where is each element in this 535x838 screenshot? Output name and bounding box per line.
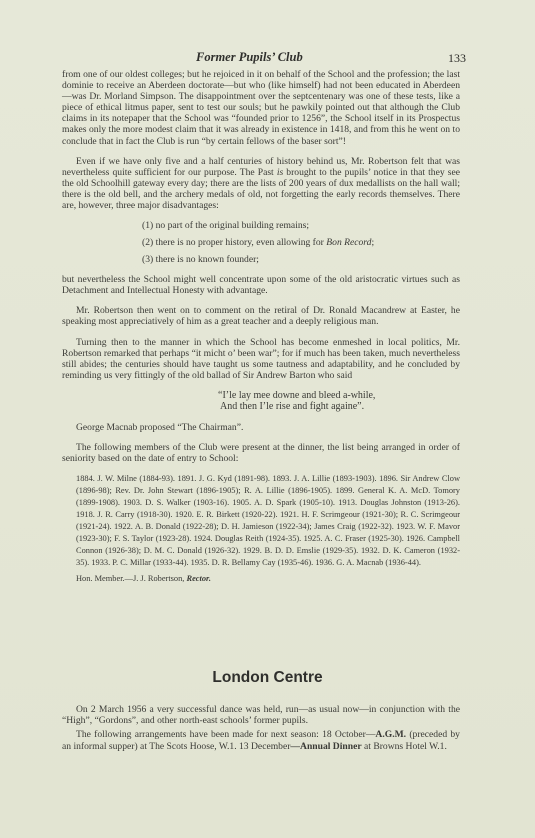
disadvantage-item-2-text: (2) there is no proper history, even allowing for bbox=[142, 237, 327, 249]
disadvantage-item-2 bbox=[142, 237, 460, 248]
paragraph-dance: On 2 March 1956 a very successful dance was held, run—as usual now—in conjunction with the “High”, “Gordons”, and other north-east schools’ former pupils. bbox=[62, 704, 460, 727]
paragraph-arrangements bbox=[62, 729, 460, 751]
arrangements-middle: (preceded by an informal supper) at The Scots Hoose, W.1. 13 December bbox=[62, 729, 460, 752]
verse-line-1: “I’le lay mee downe and bleed a-while, bbox=[218, 389, 376, 401]
paragraph-dominie: from one of our oldest colleges; but he rejoiced in it on behalf of the School and the profession; the last dominie to receive an Aberdeen doctorate—but who (like himself) had not been educated in Aberdeen—was Dr. Morland Simpson. The disappointment over the septcentenary was one of these tests, like a piece of ethical litmus paper, sent to test our souls; but he pawkily pointed out that although the Club claims in its notepaper that the School was “founded prior to 1256”, the School itself in its Prospectus makes only the more modest claim that it was already in existence in 1418, and from this he went on to conclude that in fact the Club is run “by certain fellows of the baser sort”! bbox=[62, 69, 460, 147]
hon-member-title: Rector. bbox=[186, 574, 211, 584]
paragraph-history-emphasis: is bbox=[276, 166, 284, 178]
disadvantages-list bbox=[142, 220, 460, 265]
london-centre-body bbox=[62, 704, 460, 755]
paragraph-history-end: brought to the pupils’ notice in that they see the old Schoolhill gateway every day; there are the lists of 200 years of dux medallists on the hall wall; there is the old bell, and the archery medals of old, not forgetting the early records themselves. There are, however, three major disadvantages: bbox=[62, 166, 460, 212]
section-heading-london-centre: London Centre bbox=[212, 669, 323, 686]
paragraph-history bbox=[62, 156, 460, 211]
arrangements-end: at Browns Hotel W.1. bbox=[361, 740, 447, 752]
page-header bbox=[0, 50, 535, 68]
page-number: 133 bbox=[448, 51, 466, 65]
running-title: Former Pupils’ Club bbox=[196, 50, 303, 64]
disadvantage-item-1: (1) no part of the original building remains; bbox=[142, 220, 310, 232]
paragraph-retiral: Mr. Robertson then went on to comment on the retiral of Dr. Ronald Macandrew at Easter, he speaking most appreciatively of him as a great teacher and a deeply religious man. bbox=[62, 305, 460, 328]
paragraph-chairman: George Macnab proposed “The Chairman”. bbox=[76, 421, 244, 433]
hon-member-line bbox=[76, 573, 460, 584]
paragraph-members-intro: The following members of the Club were present at the dinner, the list being arranged in order of seniority based on the date of entry to School: bbox=[62, 441, 460, 465]
paragraph-virtues: but nevertheless the School might well concentrate upon some of the old aristocratic virtues such as Detachment and Intellectual Honesty with advantage. bbox=[62, 274, 460, 297]
bon-record-title: Bon Record bbox=[326, 237, 372, 249]
annual-dinner-label: —Annual Dinner bbox=[290, 740, 362, 752]
members-list: 1884. J. W. Milne (1884-93). 1891. J. G. Kyd (1891-98). 1893. J. A. Lillie (1893-1903). 1896. Sir Andrew Clow (1896-98); Rev. Dr. John Stewart (1896-1905); R. A. Lillie (1896-1905). 1899. General K. A. McD. Tomory (1899-1908). 1903. D. S. Walker (1903-16). 1905. A. D. Spark (1905-10). 1913. Douglas Johnston (1913-26). 1918. J. R. Carry (1918-30). 1920. E. R. Birkett (1920-22). 1921. H. F. Scrimgeour (1921-30); R. C. Scrimgeour (1921-24). 1922. A. B. Donald (1922-28); D. H. Jamieson (1922-34); James Craig (1922-32). 1923. W. F. Mavor (1923-30); F. S. Taylor (1923-28). 1924. Douglas Reith (1924-35). 1925. A. C. Fraser (1925-30). 1926. Campbell Connon (1926-38); D. M. C. Donald (1926-32). 1929. B. D. D. Emslie (1929-35). 1932. D. K. Cameron (1932-35). 1933. P. C. Millar (1933-44). 1935. D. R. Bellamy Cay (1935-46). 1936. G. A. Macnab (1936-44). bbox=[76, 474, 460, 568]
agm-label: A.G.M. bbox=[375, 729, 407, 741]
ballad-verse bbox=[218, 390, 460, 413]
paragraph-politics: Turning then to the manner in which the School has become enmeshed in local politics, Mr. Robertson remarked that perhaps “it micht o’ been war”; for if much has been taken, much nevertheless still abides; the centuries should have taught us some tautness and adaptability, and he concluded by reminding us very fittingly of the old ballad of Sir Andrew Barton who said bbox=[62, 336, 460, 381]
arrangements-start: The following arrangements have been made for next season: 18 October— bbox=[76, 729, 376, 741]
verse-line-2: And then I’le rise and fight againe”. bbox=[220, 401, 365, 413]
hon-member-label: Hon. Member.—J. J. Robertson, bbox=[76, 574, 187, 584]
disadvantage-item-2-end: ; bbox=[371, 237, 375, 249]
disadvantage-item-3: (3) there is no known founder; bbox=[142, 254, 259, 266]
paragraph-history-start: Even if we have only five and a half centuries of history behind us, Mr. Robertson felt that was nevertheless quite sufficient for our purpose. The Past bbox=[62, 155, 460, 178]
article-body bbox=[62, 69, 460, 584]
